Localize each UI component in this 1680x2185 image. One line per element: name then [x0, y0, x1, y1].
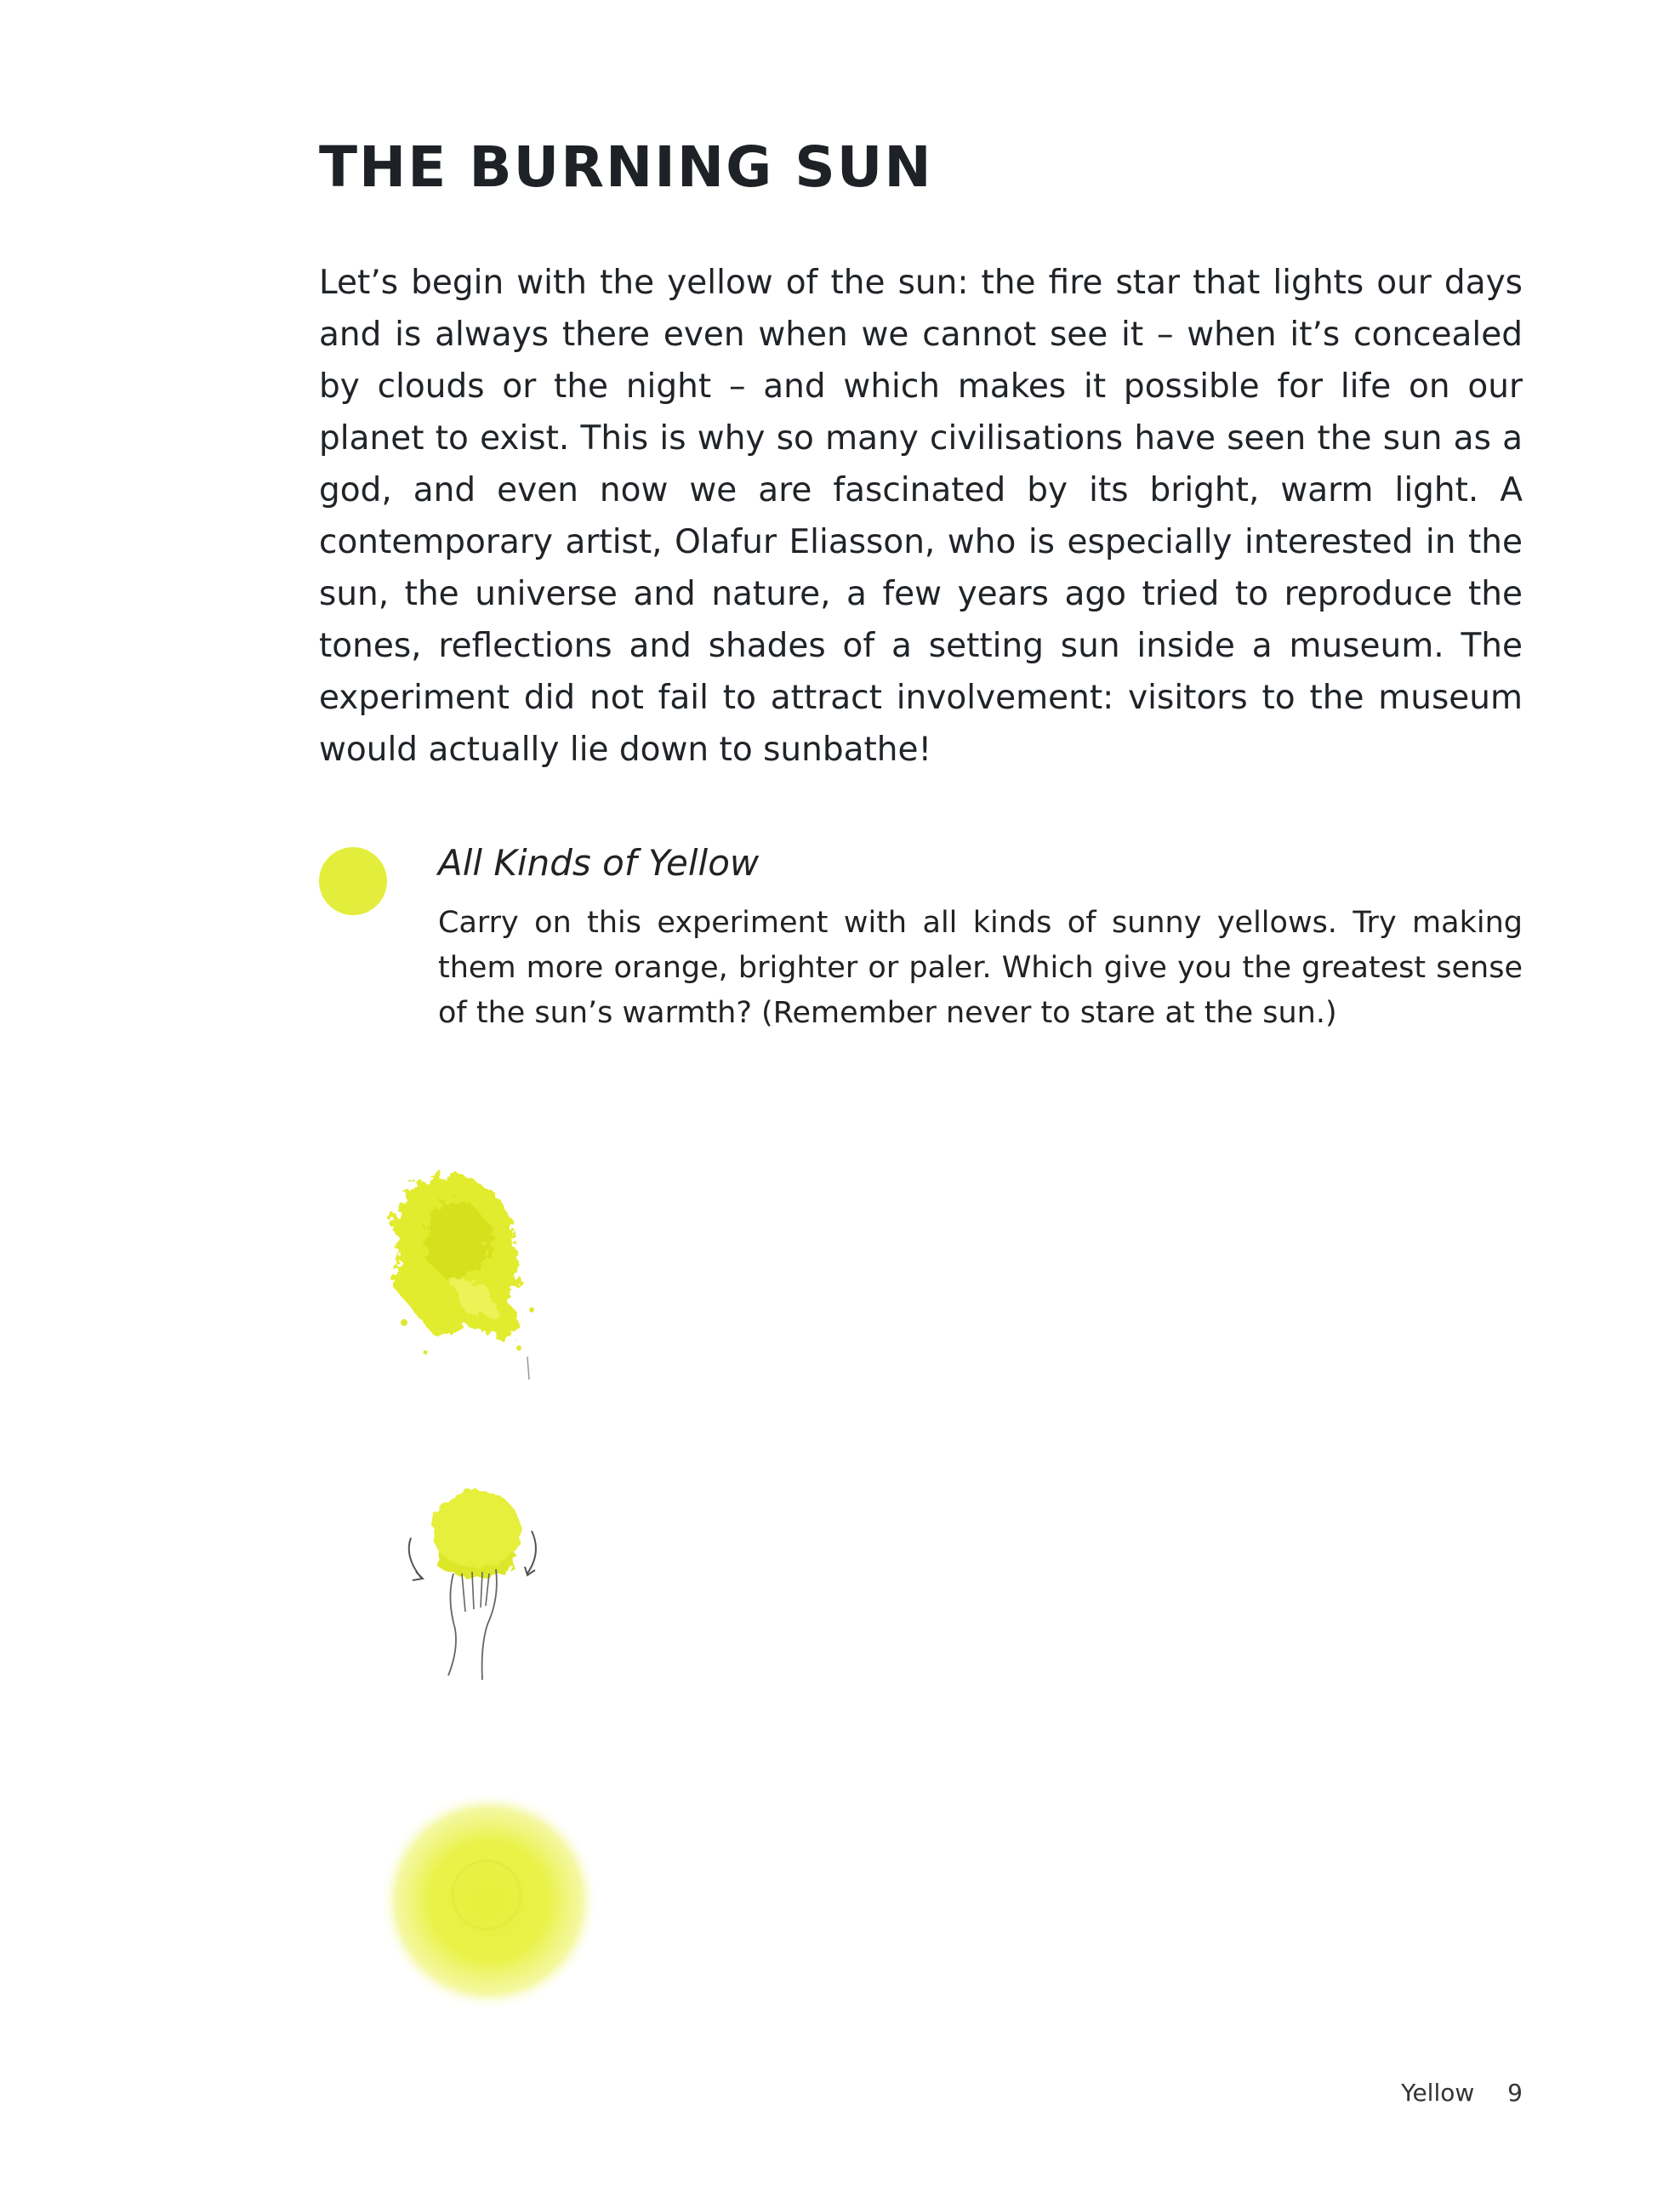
- page-footer: [1401, 2079, 1523, 2107]
- hand-holding-sun-icon: [387, 1471, 574, 1718]
- page-title: THE BURNING SUN: [319, 134, 933, 200]
- glowing-sun-icon: [374, 1786, 604, 2016]
- activity-text: Carry on this experiment with all kinds of sunny yellows. Try making them more orange, brighter or paler. Which give you the greatest sense of the sun’s warmth? (Remember never to stare at the sun.): [438, 906, 1523, 1030]
- footer-section-name: Yellow: [1401, 2079, 1475, 2107]
- intro-paragraph: Let’s begin with the yellow of the sun: the fire star that lights our days and is always there even when we cannot see it – when it’s concealed by clouds or the night – and which makes it possible for life on our planet to exist. This is why so many civilisations have seen the sun as a god, and even now we are fascinated by its bright, warm light. A contemporary artist, Olafur Eliasson, who is especially interested in the sun, the universe and nature, a few years ago tried to reproduce the tones, reflections and shades of a setting sun inside a museum. The experiment did not fail to attract involvement: visitors to the museum would actually lie down to sunbathe!: [319, 264, 1523, 769]
- yellow-pigment-pile-icon: [366, 1157, 553, 1395]
- page-number: 9: [1507, 2079, 1523, 2107]
- activity-marker-icon: [319, 847, 387, 915]
- activity-title: All Kinds of Yellow: [438, 842, 760, 884]
